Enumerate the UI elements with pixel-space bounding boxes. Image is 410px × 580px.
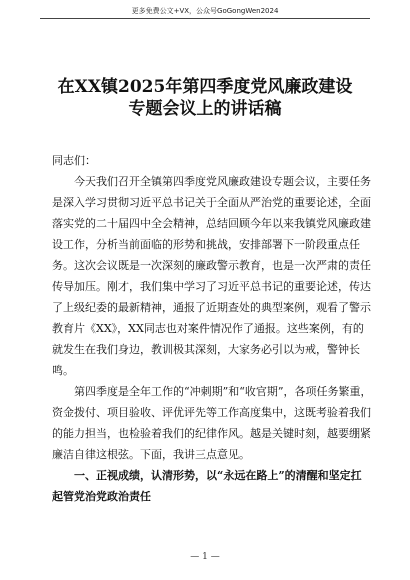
salutation: 同志们： (52, 154, 96, 167)
title-line-1: 在XX镇2025年第四季度党风廉政建设 (57, 77, 353, 97)
title-line-2: 专题会议上的讲话稿 (128, 99, 282, 119)
document-body (52, 150, 372, 507)
header-rule (40, 18, 370, 19)
header-note: 更多免费公文+VX，公众号GoGongWen2024 (131, 7, 279, 15)
paragraph-1: 今天我们召开全镇第四季度党风廉政建设专题会议，主要任务是深入学习贯彻习近平总书记关于全面从严治党的重要论述，全面落实党的二十届四中全会精神，总结回顾今年以来我镇党风廉政建设工作，分析当前面临的形势和挑战，安排部署下一阶段重点任务。这次会议既是一次深刻的廉政警示教育，也是一次严肃的责任传导加压。刚才，我们集中学习了习近平总书记的重要论述，传达了上级纪委的最新精神，通报了近期查处的典型案例，观看了警示教育片《XX》，XX同志也对案件情况作了通报。这些案例，有的就发生在我们身边，教训极其深刻，大家务必引以为戒，警钟长鸣。 (52, 175, 371, 377)
page-number: — 1 — (190, 552, 220, 562)
document-title (0, 76, 410, 120)
paragraph-2: 第四季度是全年工作的“冲刺期”和“收官期”，各项任务繁重，资金拨付、项目验收、评优评先等工作高度集中，这既考验着我们的能力担当，也检验着我们的纪律作风。越是关键时刻，越要绷紧廉洁自律这根弦。下面，我讲三点意见。 (52, 385, 372, 461)
section-heading: 一、正视成绩，认清形势，以“永远在路上”的清醒和坚定扛起管党治党政治责任 (52, 469, 362, 503)
